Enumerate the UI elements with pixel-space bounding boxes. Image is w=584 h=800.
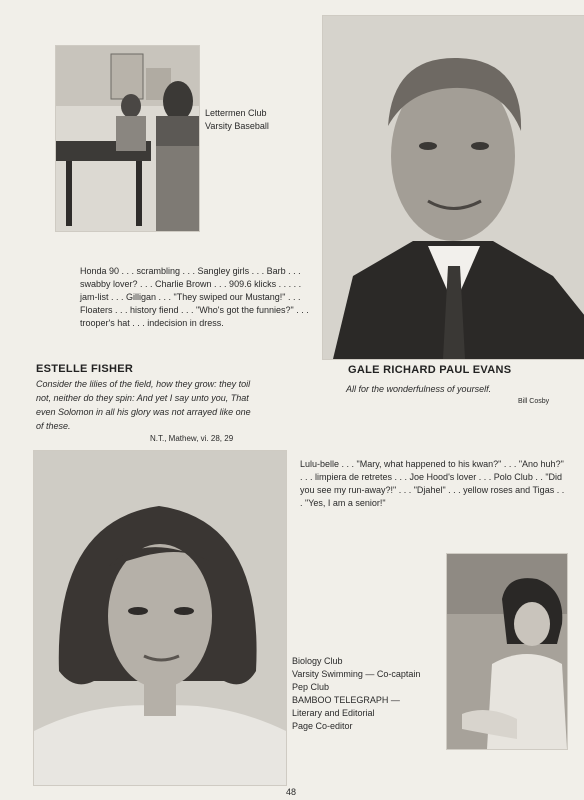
attribution-evans: Bill Cosby [518, 398, 550, 405]
activity-item: Lettermen Club [205, 108, 267, 118]
attribution-fisher: N.T., Mathew, vi. 28, 29 [150, 434, 234, 443]
quote-fisher: Lulu-belle . . . "Mary, what happened to his kwan?" . . . "Ano huh?" . . . limpiera de retretes . . . Joe Hood's lover . . . Polo Club . . "Did you see my run-away?!" . . . "Djahel" . . . yellow roses and Tigas . . . "Yes, I am a senior!" [300, 459, 565, 508]
activities-list-evans [205, 107, 315, 133]
page-number: 48 [286, 787, 297, 797]
activity-item: Literary and Editorial [292, 708, 375, 718]
activity-item: Page Co-editor [292, 721, 353, 731]
portrait-photo-fisher [33, 450, 287, 786]
activity-item: Varsity Swimming — Co-captain [292, 669, 421, 679]
quote-evans: Honda 90 . . . scrambling . . . Sangley girls . . . Barb . . . swabby lover? . . . Charlie Brown . . . 909.6 klicks . . . . . jam-list . . . Gilligan . . . "They swiped our Mustang!" . . . Floaters . . . history fiend . . . "Who's got the funnies?" . . . trooper's hat . . . indecision in dress. [80, 266, 309, 328]
activity-item: Biology Club [292, 656, 343, 666]
student-name-evans: GALE RICHARD PAUL EVANS [348, 364, 512, 376]
candid-photo-study [55, 45, 200, 232]
activities-list-fisher [292, 655, 452, 733]
student-name-fisher: ESTELLE FISHER [36, 363, 134, 375]
activity-item: Pep Club [292, 682, 330, 692]
candid-photo-girl [446, 553, 568, 750]
activity-item: BAMBOO TELEGRAPH — [292, 695, 400, 705]
motto-fisher: Consider the lilies of the field, how they grow: they toil not, neither do they spin: And yet I say unto you, That even Solomon in all his glory was not arrayed like one of these. [36, 379, 251, 431]
portrait-photo-evans [322, 15, 584, 360]
motto-evans: All for the wonderfulness of yourself. [346, 384, 492, 394]
activity-item: Varsity Baseball [205, 121, 269, 131]
